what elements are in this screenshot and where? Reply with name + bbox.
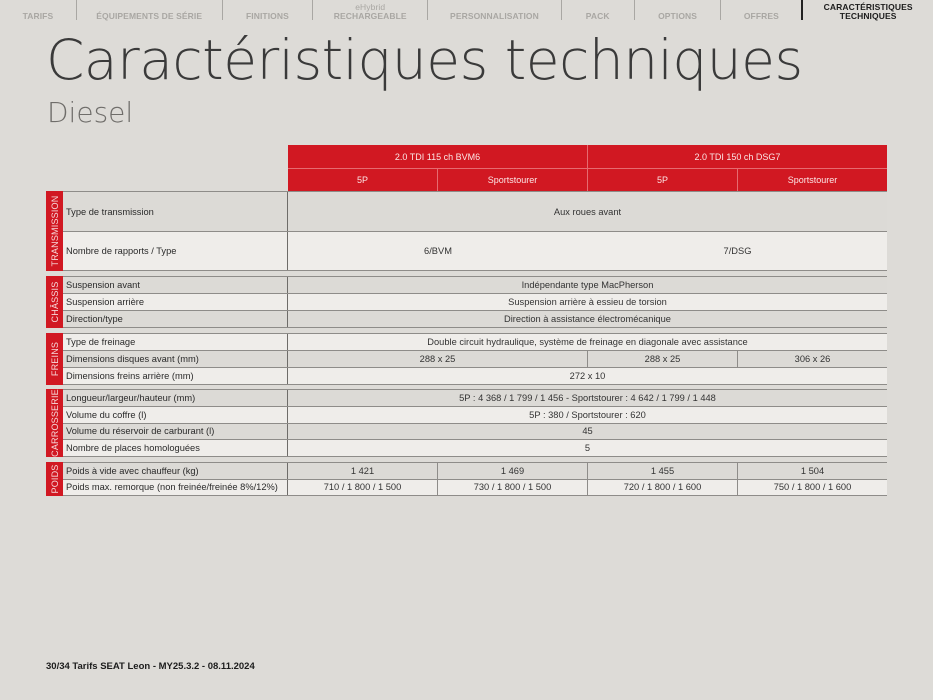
tab-offres[interactable] — [721, 0, 801, 22]
section-carrosserie — [46, 389, 887, 457]
tab-label: OFFRES — [743, 11, 779, 21]
tab-label: OPTIONS — [658, 11, 698, 21]
page-title: Caractéristiques techniques — [46, 28, 803, 92]
body-header: 5P — [588, 168, 738, 191]
row-label: Dimensions freins arrière (mm) — [63, 368, 288, 384]
engine-header: 2.0 TDI 150 ch DSG7 — [694, 151, 781, 162]
row-value: 272 x 10 — [569, 371, 606, 381]
section-tag-label: FREINS — [49, 341, 60, 377]
row-value: 5P : 380 / Sportstourer : 620 — [529, 409, 646, 420]
body-header: Sportstourer — [738, 168, 887, 191]
section-tag — [46, 333, 63, 385]
row-label: Dimensions disques avant (mm) — [63, 351, 288, 367]
section-transmission — [46, 191, 887, 271]
table-row — [63, 311, 887, 328]
row-value: 5P : 4 368 / 1 799 / 1 456 - Sportstourer : 4 642 / 1 799 / 1 448 — [459, 392, 716, 403]
tab-label: TECHNIQUES — [839, 11, 897, 21]
section-tag-label: POIDS — [49, 464, 60, 494]
table-row — [63, 368, 887, 385]
row-label: Type de freinage — [63, 334, 288, 350]
tab-label: RECHARGEABLE — [333, 11, 407, 21]
table-row — [63, 294, 887, 311]
row-label: Poids à vide avec chauffeur (kg) — [63, 463, 288, 479]
table-row — [63, 232, 887, 271]
row-value: 5 — [584, 443, 591, 454]
row-value: 720 / 1 800 / 1 600 — [588, 480, 738, 496]
tab-finitions[interactable] — [223, 0, 313, 22]
row-value: 6/BVM — [424, 246, 452, 256]
row-label: Suspension arrière — [63, 294, 288, 310]
section-freins — [46, 333, 887, 385]
row-value: 1 421 — [288, 463, 438, 479]
row-value: Double circuit hydraulique, système de freinage en diagonale avec assistance — [427, 337, 748, 347]
section-tag — [46, 276, 63, 328]
table-row — [63, 192, 887, 232]
tab-caracteristiques-techniques[interactable] — [803, 0, 933, 22]
tab-label-top: eHybrid — [355, 2, 386, 12]
table-row — [63, 424, 887, 441]
section-tag-label: TRANSMISSION — [49, 195, 60, 267]
body-header: 5P — [288, 168, 438, 191]
table-row — [63, 440, 887, 457]
row-value: Direction à assistance électromécanique — [504, 314, 671, 324]
row-label: Nombre de places homologuées — [63, 440, 288, 456]
section-chassis — [46, 276, 887, 328]
tab-ehybrid-rechargeable[interactable] — [313, 0, 427, 22]
row-value: Indépendante type MacPherson — [521, 280, 654, 290]
row-value: 710 / 1 800 / 1 500 — [288, 480, 438, 496]
table-row — [63, 463, 887, 480]
row-label: Type de transmission — [63, 192, 288, 231]
tab-label: PERSONNALISATION — [450, 11, 539, 21]
tab-label: PACK — [585, 11, 610, 21]
section-tag — [46, 389, 63, 457]
section-tag — [46, 462, 63, 496]
tab-label-top: CARACTÉRISTIQUES — [823, 2, 913, 12]
section-poids — [46, 462, 887, 496]
page-footer: 30/34 Tarifs SEAT Leon - MY25.3.2 - 08.11.2024 — [46, 661, 255, 672]
row-label: Longueur/largeur/hauteur (mm) — [63, 390, 288, 406]
row-value: Aux roues avant — [553, 206, 622, 217]
tab-pack[interactable] — [562, 0, 634, 22]
tab-options[interactable] — [635, 0, 721, 22]
page-subtitle: Diesel — [47, 96, 134, 129]
row-label: Poids max. remorque (non freinée/freinée 8%/12%) — [63, 480, 288, 496]
section-tag-label: CARROSSERIE — [49, 389, 60, 457]
row-value: 306 x 26 — [794, 354, 831, 364]
section-tag-label: CHÂSSIS — [49, 281, 60, 323]
tab-label: ÉQUIPEMENTS DE SÉRIE — [96, 11, 203, 21]
table-row — [63, 407, 887, 424]
row-label: Volume du réservoir de carburant (l) — [63, 424, 288, 440]
tab-label: TARIFS — [22, 11, 54, 21]
section-tag — [46, 191, 63, 271]
tab-tarifs[interactable] — [0, 0, 76, 22]
top-navigation — [0, 0, 933, 22]
row-value: 1 455 — [588, 463, 738, 479]
table-row — [63, 351, 887, 368]
table-row — [63, 277, 887, 294]
table-row — [63, 480, 887, 497]
row-value: 750 / 1 800 / 1 600 — [773, 482, 852, 493]
table-header — [288, 145, 887, 191]
tab-personnalisation[interactable] — [428, 0, 561, 22]
row-label: Volume du coffre (l) — [63, 407, 288, 423]
row-value: 288 x 25 — [288, 351, 588, 367]
row-value: 1 469 — [438, 463, 588, 479]
tab-equipements-de-serie[interactable] — [77, 0, 222, 22]
row-value: Suspension arrière à essieu de torsion — [508, 297, 667, 307]
row-value: 288 x 25 — [588, 351, 738, 367]
row-value: 7/DSG — [723, 246, 752, 256]
row-value: 730 / 1 800 / 1 500 — [438, 480, 588, 496]
row-label: Direction/type — [63, 311, 288, 327]
tab-label: FINITIONS — [245, 11, 289, 21]
row-value: 1 504 — [800, 465, 825, 476]
table-row — [63, 334, 887, 351]
table-row — [63, 390, 887, 407]
row-value: 45 — [582, 426, 593, 437]
body-header: Sportstourer — [438, 168, 588, 191]
row-label: Nombre de rapports / Type — [63, 232, 288, 270]
engine-header: 2.0 TDI 115 ch BVM6 — [288, 145, 588, 168]
row-label: Suspension avant — [63, 277, 288, 293]
